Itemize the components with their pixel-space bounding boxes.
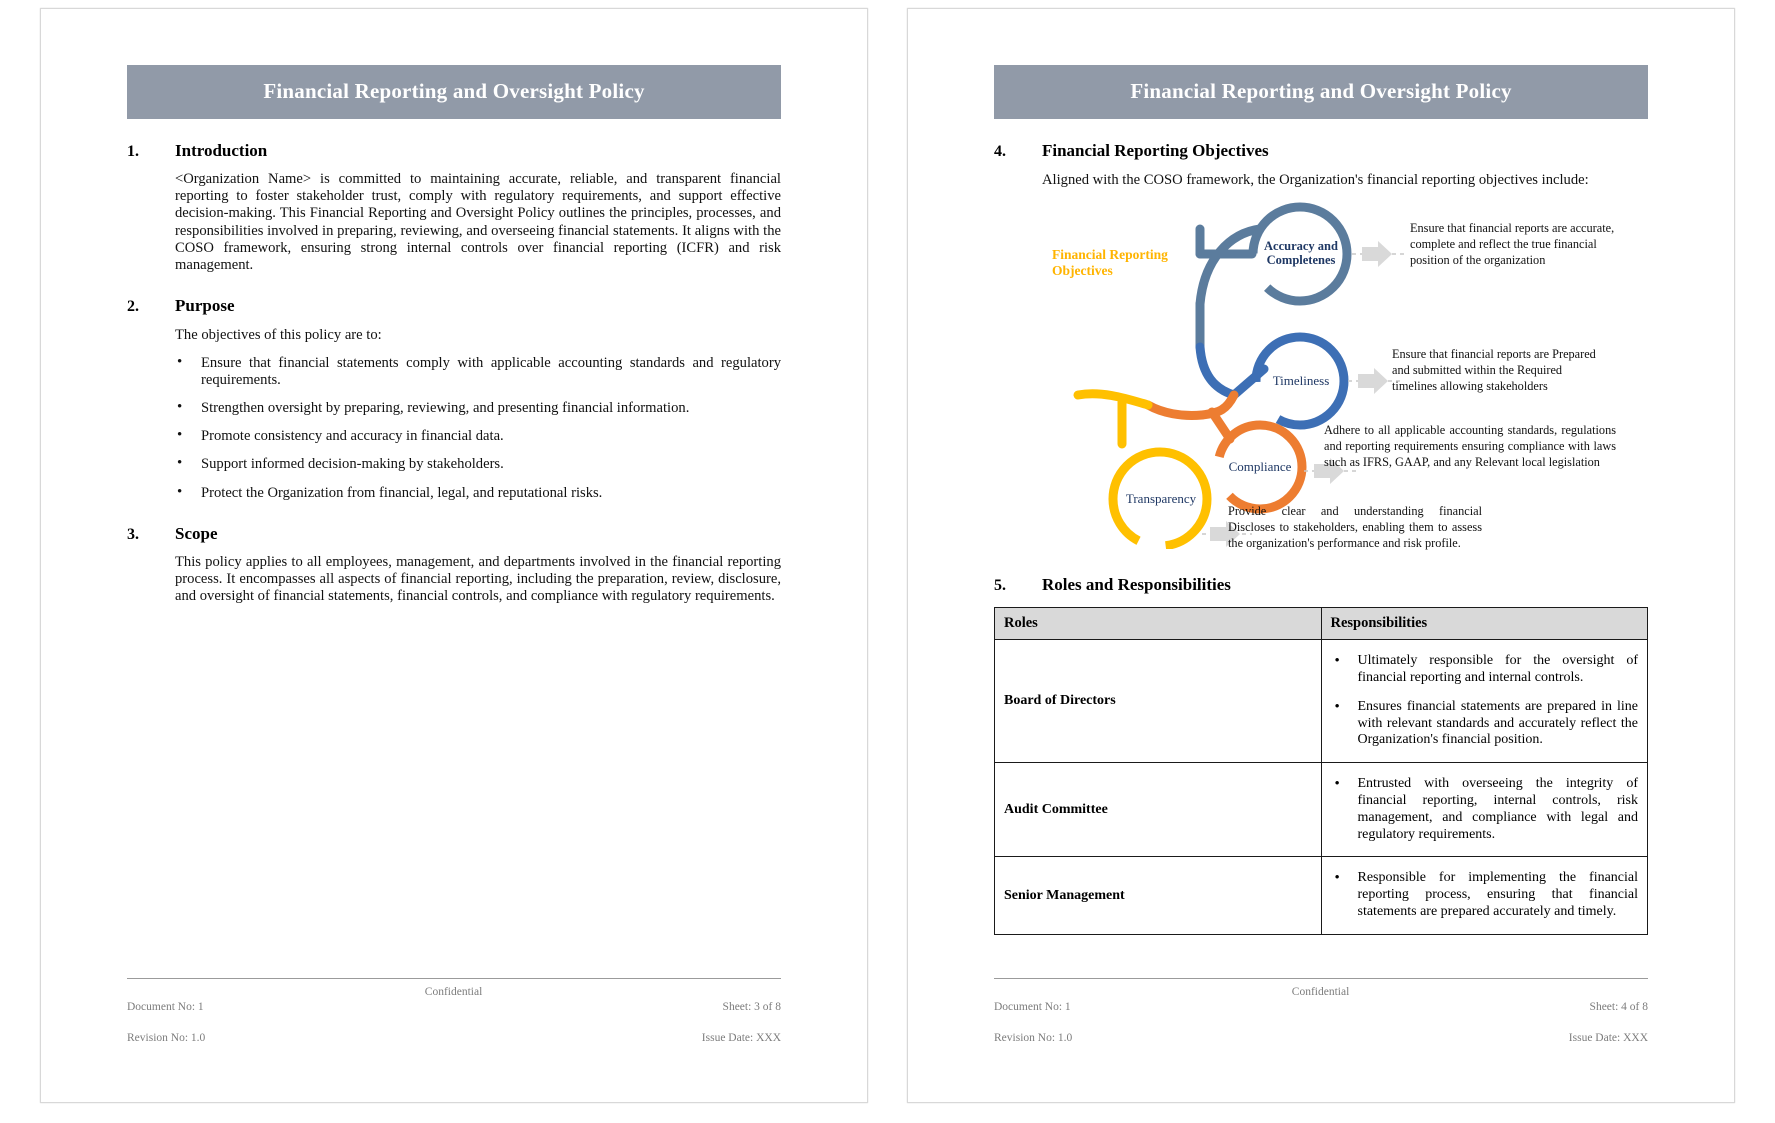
section-purpose-heading bbox=[127, 296, 781, 316]
page-4-footer-left bbox=[994, 984, 1072, 1062]
node-label-compliance: Compliance bbox=[1228, 459, 1292, 475]
section-objectives-body bbox=[1042, 172, 1648, 549]
section-introduction-heading bbox=[127, 141, 781, 161]
section-scope bbox=[127, 524, 781, 606]
financial-reporting-objectives-diagram bbox=[1052, 199, 1662, 549]
section-roles-and-responsibilities bbox=[994, 575, 1648, 935]
section-introduction-number: 1. bbox=[127, 143, 139, 160]
section-roles-number: 5. bbox=[994, 577, 1006, 595]
section-roles-title: Roles and Responsibilities bbox=[1042, 575, 1231, 595]
sheet-number: Sheet: 3 of 8 bbox=[722, 1000, 781, 1013]
issue-date: Issue Date: XXX bbox=[1568, 1031, 1648, 1044]
section-introduction-title: Introduction bbox=[175, 141, 268, 160]
confidential-label: Confidential bbox=[424, 986, 483, 999]
list-item: • Entrusted with overseeing the integrity of financial reporting, internal controls, risk management, and compliance with legal and regulatory requirements. bbox=[1331, 776, 1639, 843]
list-item: • Protect the Organization from financial, legal, and reputational risks. bbox=[175, 485, 781, 502]
role-cell: Senior Management bbox=[995, 857, 1322, 934]
page-3-footer bbox=[127, 978, 781, 1062]
list-item: • Promote consistency and accuracy in financial data. bbox=[175, 428, 781, 445]
node-label-timeliness: Timeliness bbox=[1272, 373, 1330, 389]
list-item: • Ultimately responsible for the oversight of financial reporting and internal controls. bbox=[1331, 653, 1639, 687]
section-introduction bbox=[127, 141, 781, 274]
section-scope-heading bbox=[127, 524, 781, 544]
responsibilities-cell bbox=[1321, 640, 1648, 763]
section-purpose-title: Purpose bbox=[175, 296, 235, 316]
section-scope-body bbox=[175, 554, 781, 606]
issue-date: Issue Date: XXX bbox=[701, 1031, 781, 1044]
list-item: • Ensures financial statements are prepared in line with relevant standards and accurately reflect the Organization's financial position. bbox=[1331, 699, 1639, 749]
diagram-root-label: Financial Reporting Objectives bbox=[1052, 247, 1168, 279]
responsibilities-cell bbox=[1321, 857, 1648, 934]
page-4-content bbox=[994, 65, 1648, 1046]
revision-number: Revision No: 1.0 bbox=[994, 1031, 1073, 1044]
list-item: • Responsible for implementing the financial reporting process, ensuring that financial statements are prepared accurately and timely. bbox=[1331, 870, 1639, 920]
roles-table-body bbox=[995, 640, 1648, 935]
section-introduction-body bbox=[175, 171, 781, 274]
introduction-paragraph: <Organization Name> is committed to maintaining accurate, reliable, and transparent financial reporting to foster stakeholder trust, comply with regulatory requirements, and support effective decision-making. This Financial Reporting and Oversight Policy outlines the principles, processes, and responsibilities involved in preparing, reviewing, and overseeing financial statements. It aligns with the COSO framework, ensuring strong internal controls over financial reporting (ICFR) and risk management. bbox=[175, 171, 781, 274]
confidential-label: Confidential bbox=[1291, 986, 1350, 999]
section-objectives-title: Financial Reporting Objectives bbox=[1042, 141, 1269, 160]
section-purpose bbox=[127, 296, 781, 502]
section-roles-heading bbox=[994, 575, 1648, 595]
responsibility-list bbox=[1331, 776, 1639, 843]
page-3-footer-right bbox=[702, 984, 781, 1062]
node-description-timeliness: Ensure that financial reports are Prepared and submitted within the Required timelines allowing stakeholders bbox=[1392, 347, 1596, 394]
node-description-accuracy: Ensure that financial reports are accurate, complete and reflect the true financial position of the organization bbox=[1410, 221, 1615, 268]
page-3-content bbox=[127, 65, 781, 1046]
branch-timeliness-curve bbox=[1200, 347, 1234, 395]
responsibility-list bbox=[1331, 870, 1639, 920]
page-4-footer bbox=[994, 978, 1648, 1062]
roles-responsibilities-table bbox=[994, 607, 1648, 935]
section-scope-number: 3. bbox=[127, 525, 139, 543]
section-objectives-heading bbox=[994, 141, 1648, 161]
responsibilities-cell bbox=[1321, 763, 1648, 857]
responsibility-list bbox=[1331, 653, 1639, 749]
node-label-transparency: Transparency bbox=[1125, 491, 1197, 507]
section-objectives-number: 4. bbox=[994, 143, 1006, 160]
section-purpose-body bbox=[175, 327, 781, 502]
role-cell: Audit Committee bbox=[995, 763, 1322, 857]
arrow-accuracy-icon bbox=[1362, 241, 1392, 267]
page-4-footer-right bbox=[1569, 984, 1648, 1062]
purpose-bullet-list bbox=[175, 355, 781, 502]
scope-paragraph: This policy applies to all employees, management, and departments involved in the financial reporting process. It encompasses all aspects of financial reporting, including the preparation, review, disclosure, and oversight of financial statements, financial controls, and compliance with regulatory requirements. bbox=[175, 553, 781, 605]
document-number: Document No: 1 bbox=[127, 1000, 204, 1013]
revision-number: Revision No: 1.0 bbox=[127, 1031, 206, 1044]
list-item: • Strengthen oversight by preparing, reviewing, and presenting financial information. bbox=[175, 400, 781, 417]
table-header-row bbox=[995, 608, 1648, 640]
sheet-number: Sheet: 4 of 8 bbox=[1589, 1000, 1648, 1013]
page-3-header-banner: Financial Reporting and Oversight Policy bbox=[127, 65, 781, 119]
table-row bbox=[995, 763, 1648, 857]
document-number: Document No: 1 bbox=[994, 1000, 1071, 1013]
table-row bbox=[995, 640, 1648, 763]
branch-compliance-curve bbox=[1202, 395, 1234, 415]
column-header-roles: Roles bbox=[995, 608, 1322, 640]
page-4-header-banner: Financial Reporting and Oversight Policy bbox=[994, 65, 1648, 119]
branch-compliance-extension bbox=[1148, 405, 1202, 416]
section-financial-reporting-objectives bbox=[994, 141, 1648, 549]
document-page-3 bbox=[40, 8, 868, 1103]
document-page-4 bbox=[907, 8, 1735, 1103]
roles-table-head bbox=[995, 608, 1648, 640]
page-3-footer-left bbox=[127, 984, 205, 1062]
list-item: • Ensure that financial statements comply with applicable accounting standards and regulatory requirements. bbox=[175, 355, 781, 389]
table-row bbox=[995, 857, 1648, 934]
purpose-lead-text: The objectives of this policy are to: bbox=[175, 327, 382, 344]
node-description-compliance: Adhere to all applicable accounting standards, regulations and reporting requirements ensuring compliance with laws such as IFRS, GAAP, and any Relevant local legislation bbox=[1324, 423, 1616, 470]
objectives-lead-text: Aligned with the COSO framework, the Organization's financial reporting objectives include: bbox=[1042, 172, 1589, 188]
role-cell: Board of Directors bbox=[995, 640, 1322, 763]
node-label-accuracy: Accuracy and Completenes bbox=[1264, 239, 1338, 268]
section-purpose-number: 2. bbox=[127, 298, 139, 316]
node-description-transparency: Provide clear and understanding financial Discloses to stakeholders, enabling them to assess the organization's performance and risk profile. bbox=[1228, 504, 1482, 551]
branch-transparency-curve bbox=[1078, 394, 1148, 405]
list-item: • Support informed decision-making by stakeholders. bbox=[175, 456, 781, 473]
arrow-timeliness-icon bbox=[1358, 368, 1388, 394]
section-scope-title: Scope bbox=[175, 523, 218, 543]
column-header-responsibilities: Responsibilities bbox=[1321, 608, 1648, 640]
